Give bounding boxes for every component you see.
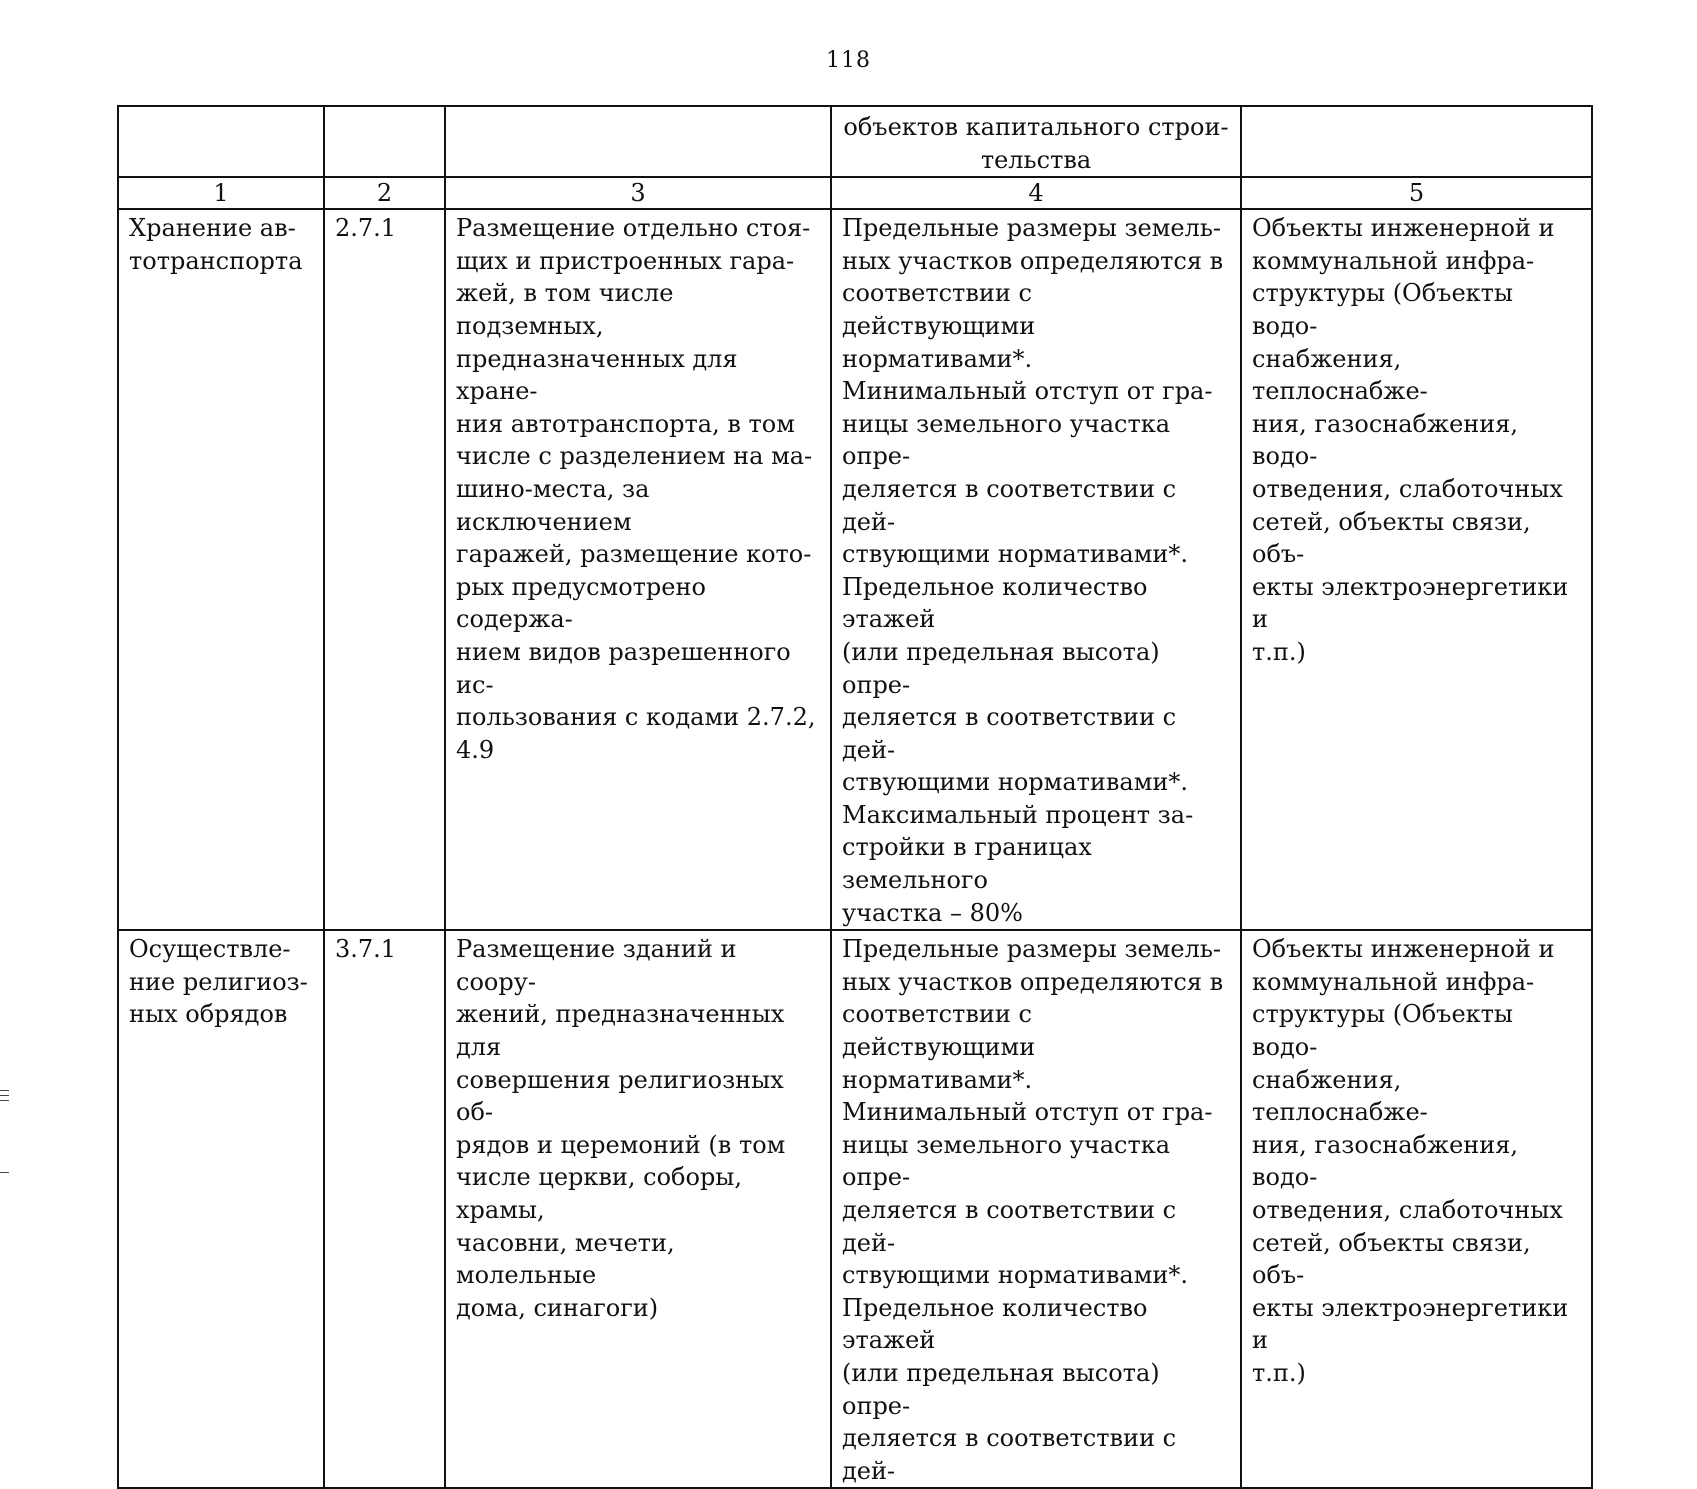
use-description-cell: [445, 209, 831, 930]
use-objects: Объекты инженерной и коммунальной инфра- структуры (Объекты водо- снабжения, теплоснабже- ния, газоснабжения, водо- отведения, слаботочных сетей, объекты связи, объ- екты электроэнергетики и т.п.): [1252, 935, 1569, 1387]
header-cell-5: [1241, 106, 1592, 177]
header-cell-1: [118, 106, 324, 177]
use-objects-cell: [1241, 209, 1592, 930]
use-name-cell: [118, 209, 324, 930]
header-cell-3: [445, 106, 831, 177]
column-number-2: 2: [324, 177, 445, 209]
use-description-cell: [445, 930, 831, 1488]
use-name: Осуществле- ние религиоз- ных обрядов: [129, 935, 308, 1029]
use-code: 3.7.1: [335, 935, 397, 964]
table-row: [118, 209, 1592, 930]
use-code-cell: [324, 209, 445, 930]
header-cell-2: [324, 106, 445, 177]
scan-margin-mark: [0, 1172, 9, 1173]
use-parameters-cell: [831, 930, 1241, 1488]
use-description: Размещение отдельно стоя- щих и пристроенных гара- жей, в том числе подземных, предназначенных для хране- ния автотранспорта, в том числе с разделением на ма- шино-места, за исключением гаражей, размещение кото- рых предусмотрено содержа- нием видов разрешенного ис- пользования с кодами 2.7.2, 4.9: [456, 214, 816, 764]
scan-margin-mark: [0, 1090, 9, 1091]
page-number: 118: [826, 48, 871, 73]
use-code: 2.7.1: [335, 214, 397, 243]
use-code-cell: [324, 930, 445, 1488]
column-number-row: [118, 177, 1592, 209]
header-cell-4: [831, 106, 1241, 177]
land-use-table: [117, 105, 1593, 1489]
use-parameters: Предельные размеры земель- ных участков определяются в соответствии с действующими нормативами*. Минимальный отступ от гра- ницы земельного участка опре- деляется в соответствии с дей- ствующими нормативами*. Предельное количество этажей (или предельная высота) опре- деляется в соответствии с дей- ствующими нормативами*. Максимальный процент за- стройки в границах земельного участка – 80%: [842, 214, 1224, 927]
column-number-4: 4: [831, 177, 1241, 209]
use-parameters: Предельные размеры земель- ных участков определяются в соответствии с действующими нормативами*. Минимальный отступ от гра- ницы земельного участка опре- деляется в соответствии с дей- ствующими нормативами*. Предельное количество этажей (или предельная высота) опре- деляется в соответствии с дей-: [842, 935, 1224, 1485]
use-description: Размещение зданий и соору- жений, предназначенных для совершения религиозных об- рядов и церемоний (в том числе церкви, соборы, храмы, часовни, мечети, молельные дома, синагоги): [456, 935, 786, 1322]
use-objects-cell: [1241, 930, 1592, 1488]
column-number-3: 3: [445, 177, 831, 209]
column-number-5: 5: [1241, 177, 1592, 209]
continuation-header-row: [118, 106, 1592, 177]
use-parameters-cell: [831, 209, 1241, 930]
use-name-cell: [118, 930, 324, 1488]
column-number-1: 1: [118, 177, 324, 209]
use-name: Хранение ав- тотранспорта: [129, 214, 303, 275]
header-cell-4-text: объектов капитального строи- тельства: [843, 113, 1229, 174]
table-row: [118, 930, 1592, 1488]
use-objects: Объекты инженерной и коммунальной инфра- структуры (Объекты водо- снабжения, теплоснабже- ния, газоснабжения, водо- отведения, слаботочных сетей, объекты связи, объ- екты электроэнергетики и т.п.): [1252, 214, 1569, 666]
